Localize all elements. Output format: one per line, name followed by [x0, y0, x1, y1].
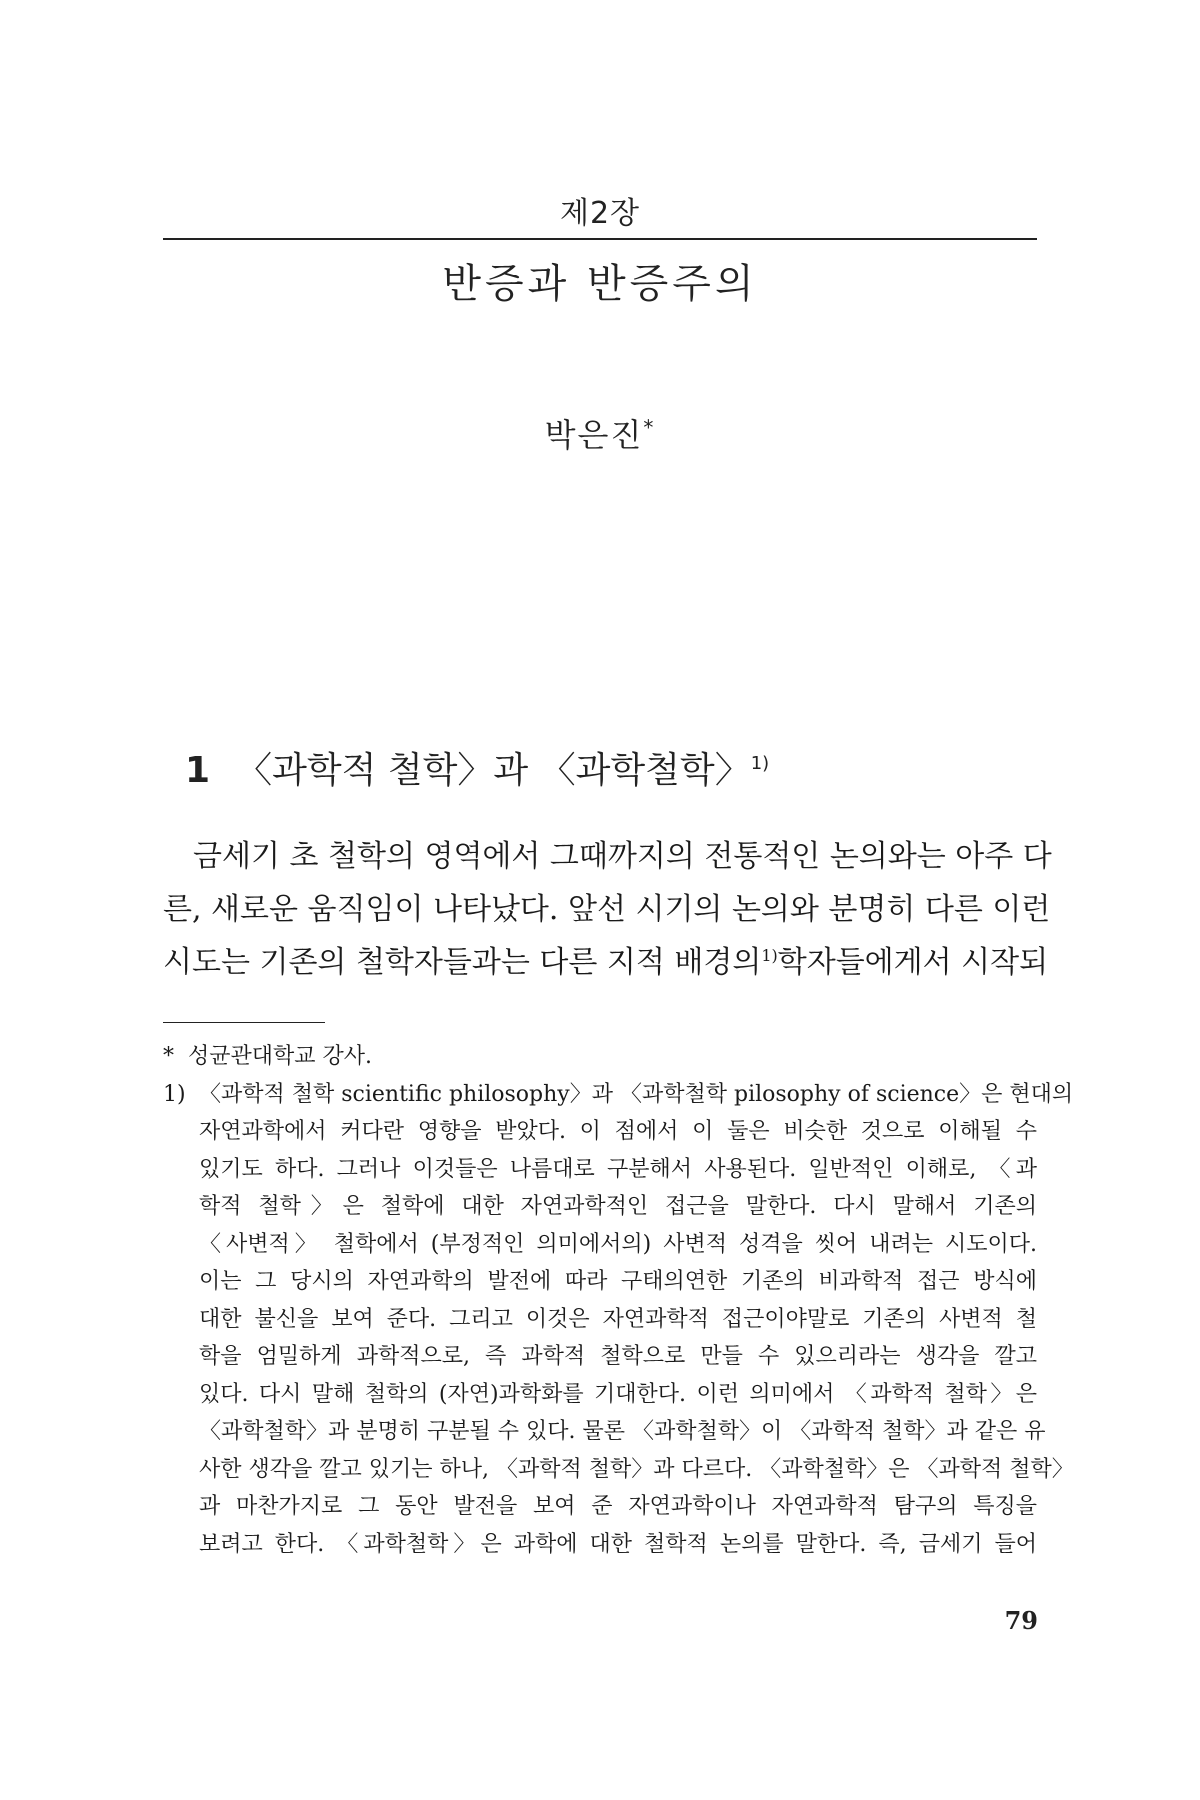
author-line	[0, 410, 1200, 456]
body-line-3-tail: 학자들에게서 시작되	[777, 945, 1049, 980]
body-line-3-text: 시도는 기존의 철학자들과는 다른 지적 배경의	[163, 945, 762, 980]
chapter-label: 제2장	[559, 196, 641, 231]
author-name: 박은진	[544, 416, 644, 454]
section-title: 〈과학적 철학〉과 〈과학철학〉	[236, 750, 751, 791]
footnote-1-line: 있기도 하다. 그러나 이것들은 나름대로 구분해서 사용된다. 일반적인 이해로, 〈과	[199, 1156, 1037, 1182]
footnote-1-line: 대한 불신을 보여 준다. 그리고 이것은 자연과학적 접근이야말로 기존의 사변적 철	[199, 1306, 1037, 1332]
section-heading	[185, 742, 769, 793]
author-footnote-mark: *	[643, 415, 656, 440]
footnotes	[163, 1038, 1074, 1563]
footnote-1-line: 〈사변적〉 철학에서 (부정적인 의미에서의) 사변적 성격을 씻어 내려는 시도이다.	[199, 1231, 1037, 1257]
body-paragraph	[163, 830, 1052, 989]
body-line-1: 금세기 초 철학의 영역에서 그때까지의 전통적인 논의와는 아주 다	[193, 839, 1052, 874]
chapter-rule	[163, 238, 1037, 240]
section-number: 1	[185, 750, 211, 791]
footnote-1-line: 학적 철학〉은 철학에 대한 자연과학적인 접근을 말한다. 다시 말해서 기존의	[199, 1194, 1037, 1219]
footnote-rule	[163, 1022, 325, 1023]
footnote-1	[163, 1076, 1074, 1564]
section-footnote-ref: 1)	[750, 753, 770, 774]
footnote-star	[163, 1038, 1037, 1076]
footnote-star-marker: *	[163, 1044, 174, 1069]
footnote-star-text: 성균관대학교 강사.	[188, 1044, 373, 1069]
footnote-1-line: 〈과학철학〉과 분명히 구분될 수 있다. 물론 〈과학철학〉이 〈과학적 철학〉과 같은 유	[199, 1419, 1046, 1444]
footnote-1-line: 보려고 한다. 〈과학철학〉은 과학에 대한 철학적 논의를 말한다. 즉, 금세기 들어	[199, 1531, 1037, 1557]
footnote-1-line: 학을 엄밀하게 과학적으로, 즉 과학적 철학으로 만들 수 있으리라는 생각을 깔고	[199, 1344, 1037, 1369]
footnote-1-marker: 1)	[163, 1081, 186, 1107]
body-line-3	[163, 936, 1049, 989]
footnote-1-line: 있다. 다시 말해 철학의 (자연)과학화를 기대한다. 이런 의미에서 〈과학적 철학〉은	[199, 1381, 1037, 1407]
page-number: 79	[1004, 1606, 1038, 1635]
footnote-1-line: 과 마찬가지로 그 동안 발전을 보여 준 자연과학이나 자연과학적 탐구의 특징을	[199, 1494, 1037, 1519]
footnote-1-line: 자연과학에서 커다란 영향을 받았다. 이 점에서 이 둘은 비슷한 것으로 이해될 수	[199, 1119, 1038, 1144]
footnote-1-line: 사한 생각을 깔고 있기는 하나, 〈과학적 철학〉과 다르다. 〈과학철학〉은 〈과학적 철학〉	[199, 1456, 1074, 1482]
body-footnote-ref: 1)	[761, 946, 778, 965]
chapter-title: 반증과 반증주의	[442, 261, 758, 307]
footnote-1-line: 〈과학적 철학 scientific philosophy〉과 〈과학철학 pilosophy of science〉은 현대의	[199, 1081, 1074, 1107]
footnote-1-line: 이는 그 당시의 자연과학의 발전에 따라 구태의연한 기존의 비과학적 접근 방식에	[199, 1269, 1037, 1294]
body-line-2: 른, 새로운 움직임이 나타났다. 앞선 시기의 논의와 분명히 다른 이런	[163, 892, 1051, 927]
